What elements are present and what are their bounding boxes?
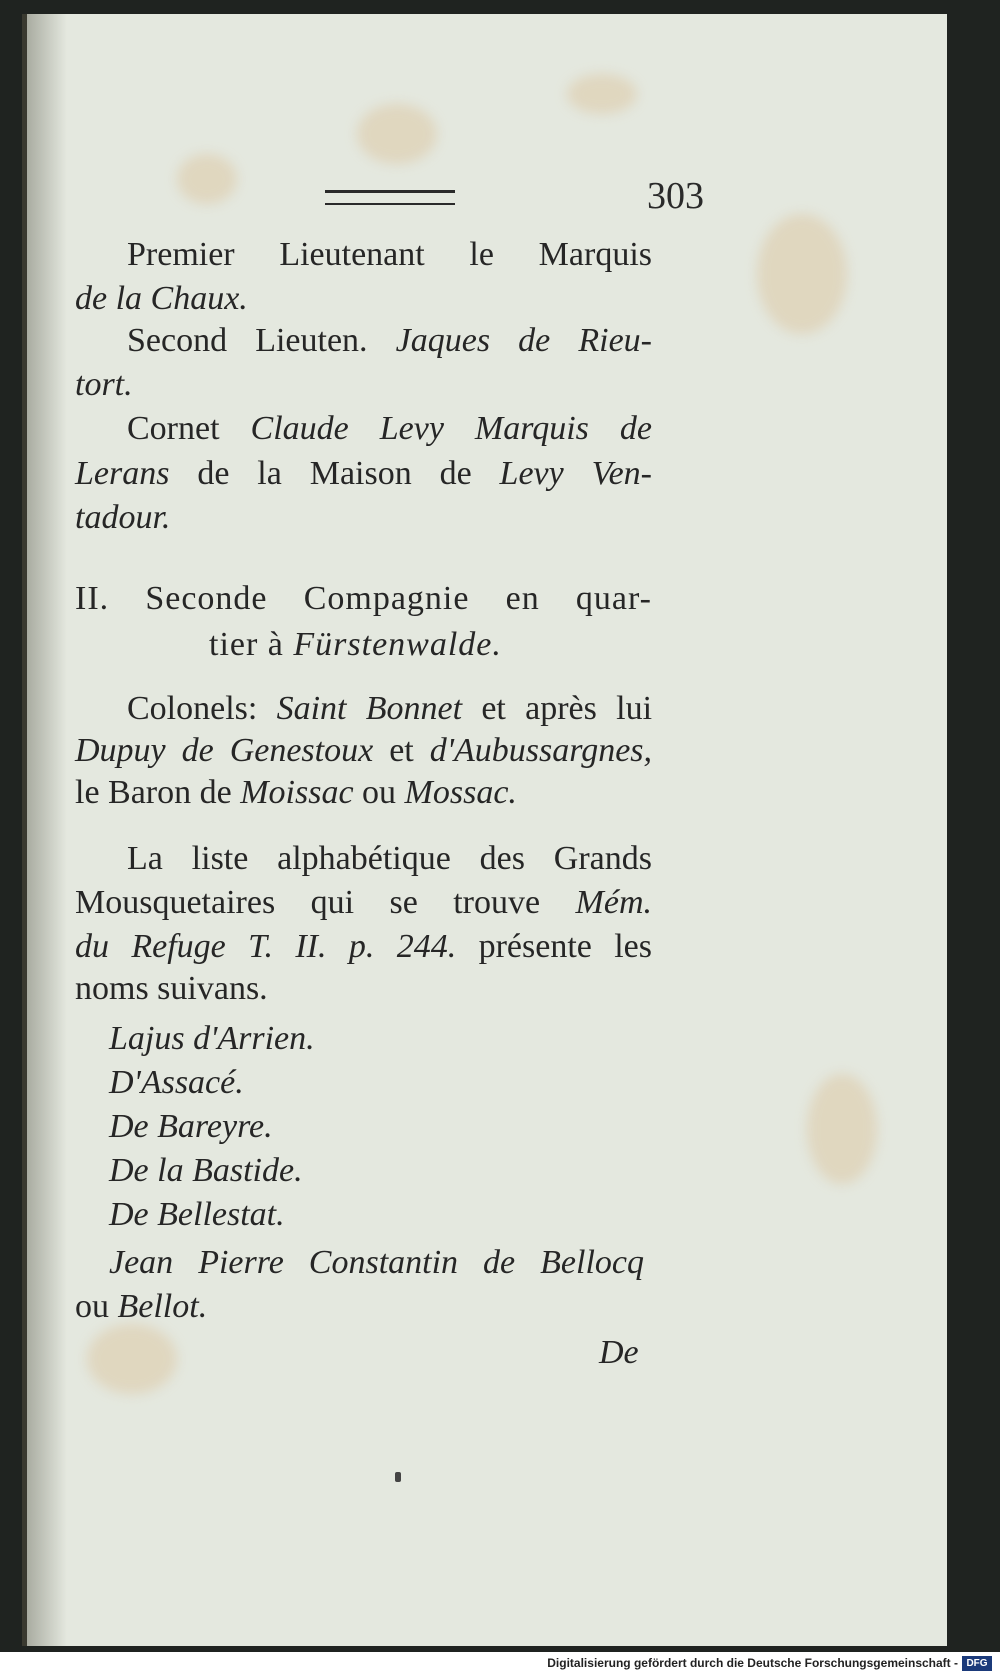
text-span: ou xyxy=(362,774,397,811)
text-line: tort. xyxy=(75,366,133,403)
paragraph-colonels xyxy=(127,686,652,732)
text-span: de la Maison de xyxy=(197,455,472,492)
foxing-stain xyxy=(567,74,637,114)
text-span: Second Lieuten. xyxy=(127,322,368,359)
text-span: présente les xyxy=(478,928,652,965)
dfg-logo: DFG xyxy=(962,1656,992,1671)
text-span: tier à xyxy=(209,626,284,663)
page-number: 303 xyxy=(647,175,704,217)
text-span: ou xyxy=(75,1288,109,1325)
text-line xyxy=(75,728,652,774)
text-line xyxy=(75,770,517,816)
text-span-italic: Saint Bonnet xyxy=(276,690,463,727)
foxing-stain xyxy=(87,1324,177,1394)
text-line xyxy=(75,924,652,970)
heading-line: II. Seconde Compagnie en quar- xyxy=(75,580,652,617)
catchword: De xyxy=(599,1334,639,1371)
text-line xyxy=(75,880,652,926)
list-item: De la Bastide. xyxy=(109,1152,303,1189)
text-span-italic: Mém. xyxy=(575,884,653,921)
text-span-italic: Jaques de Rieu- xyxy=(395,322,652,359)
text-span-italic: Dupuy de Genestoux xyxy=(75,732,374,769)
heading-line xyxy=(209,622,502,668)
paragraph-liste xyxy=(127,836,652,882)
text-span-italic: Levy Ven- xyxy=(499,455,653,492)
foxing-stain xyxy=(757,214,847,334)
text-span: Colonels: xyxy=(127,690,258,727)
text-line xyxy=(75,1284,207,1330)
text-span-italic: Lerans xyxy=(75,455,170,492)
foxing-stain xyxy=(807,1074,877,1184)
text-span-italic: Moissac xyxy=(240,774,354,811)
text-span: Cornet xyxy=(127,410,220,447)
ink-mark xyxy=(395,1472,401,1482)
list-item: De Bellestat. xyxy=(109,1196,285,1233)
paragraph-cornet xyxy=(127,406,652,452)
text-span-italic: Fürstenwalde. xyxy=(293,626,502,663)
text-span-italic: Bellot. xyxy=(117,1288,208,1325)
foxing-stain xyxy=(177,154,237,204)
header-rule xyxy=(325,190,455,205)
foxing-stain xyxy=(357,104,437,164)
text-line: noms suivans. xyxy=(75,970,268,1007)
paragraph-premier-lieutenant xyxy=(127,232,652,278)
text-span-italic: du Refuge T. II. p. 244. xyxy=(75,928,457,965)
text-span: Mousquetaires qui se trouve xyxy=(75,884,541,921)
list-item xyxy=(109,1240,644,1286)
footer-credit: Digitalisierung gefördert durch die Deutsche Forschungsgemeinschaft - xyxy=(547,1656,958,1670)
text-span-italic: Mossac. xyxy=(404,774,517,811)
list-item: De Bareyre. xyxy=(109,1108,273,1145)
spine-shadow xyxy=(27,14,67,1646)
section-heading xyxy=(75,576,652,622)
text-line: de la Chaux. xyxy=(75,280,248,317)
text-line: Premier Lieutenant le Marquis xyxy=(127,236,652,273)
book-page xyxy=(22,14,947,1646)
text-line: La liste alphabétique des Grands xyxy=(127,840,652,877)
text-line: Jean Pierre Constantin de Bellocq xyxy=(109,1244,644,1281)
text-span: le Baron de xyxy=(75,774,232,811)
text-span-italic: d'Aubussargnes, xyxy=(429,732,653,769)
list-item: Lajus d'Arrien. xyxy=(109,1020,315,1057)
list-item: D'Assacé. xyxy=(109,1064,244,1101)
text-span: et xyxy=(389,732,414,769)
footer-bar xyxy=(0,1652,1000,1674)
text-line xyxy=(75,451,652,497)
text-span: et après lui xyxy=(481,690,653,727)
text-line: tadour. xyxy=(75,499,171,536)
paragraph-second-lieutenant xyxy=(127,318,652,364)
text-span-italic: Claude Levy Marquis de xyxy=(250,410,652,447)
